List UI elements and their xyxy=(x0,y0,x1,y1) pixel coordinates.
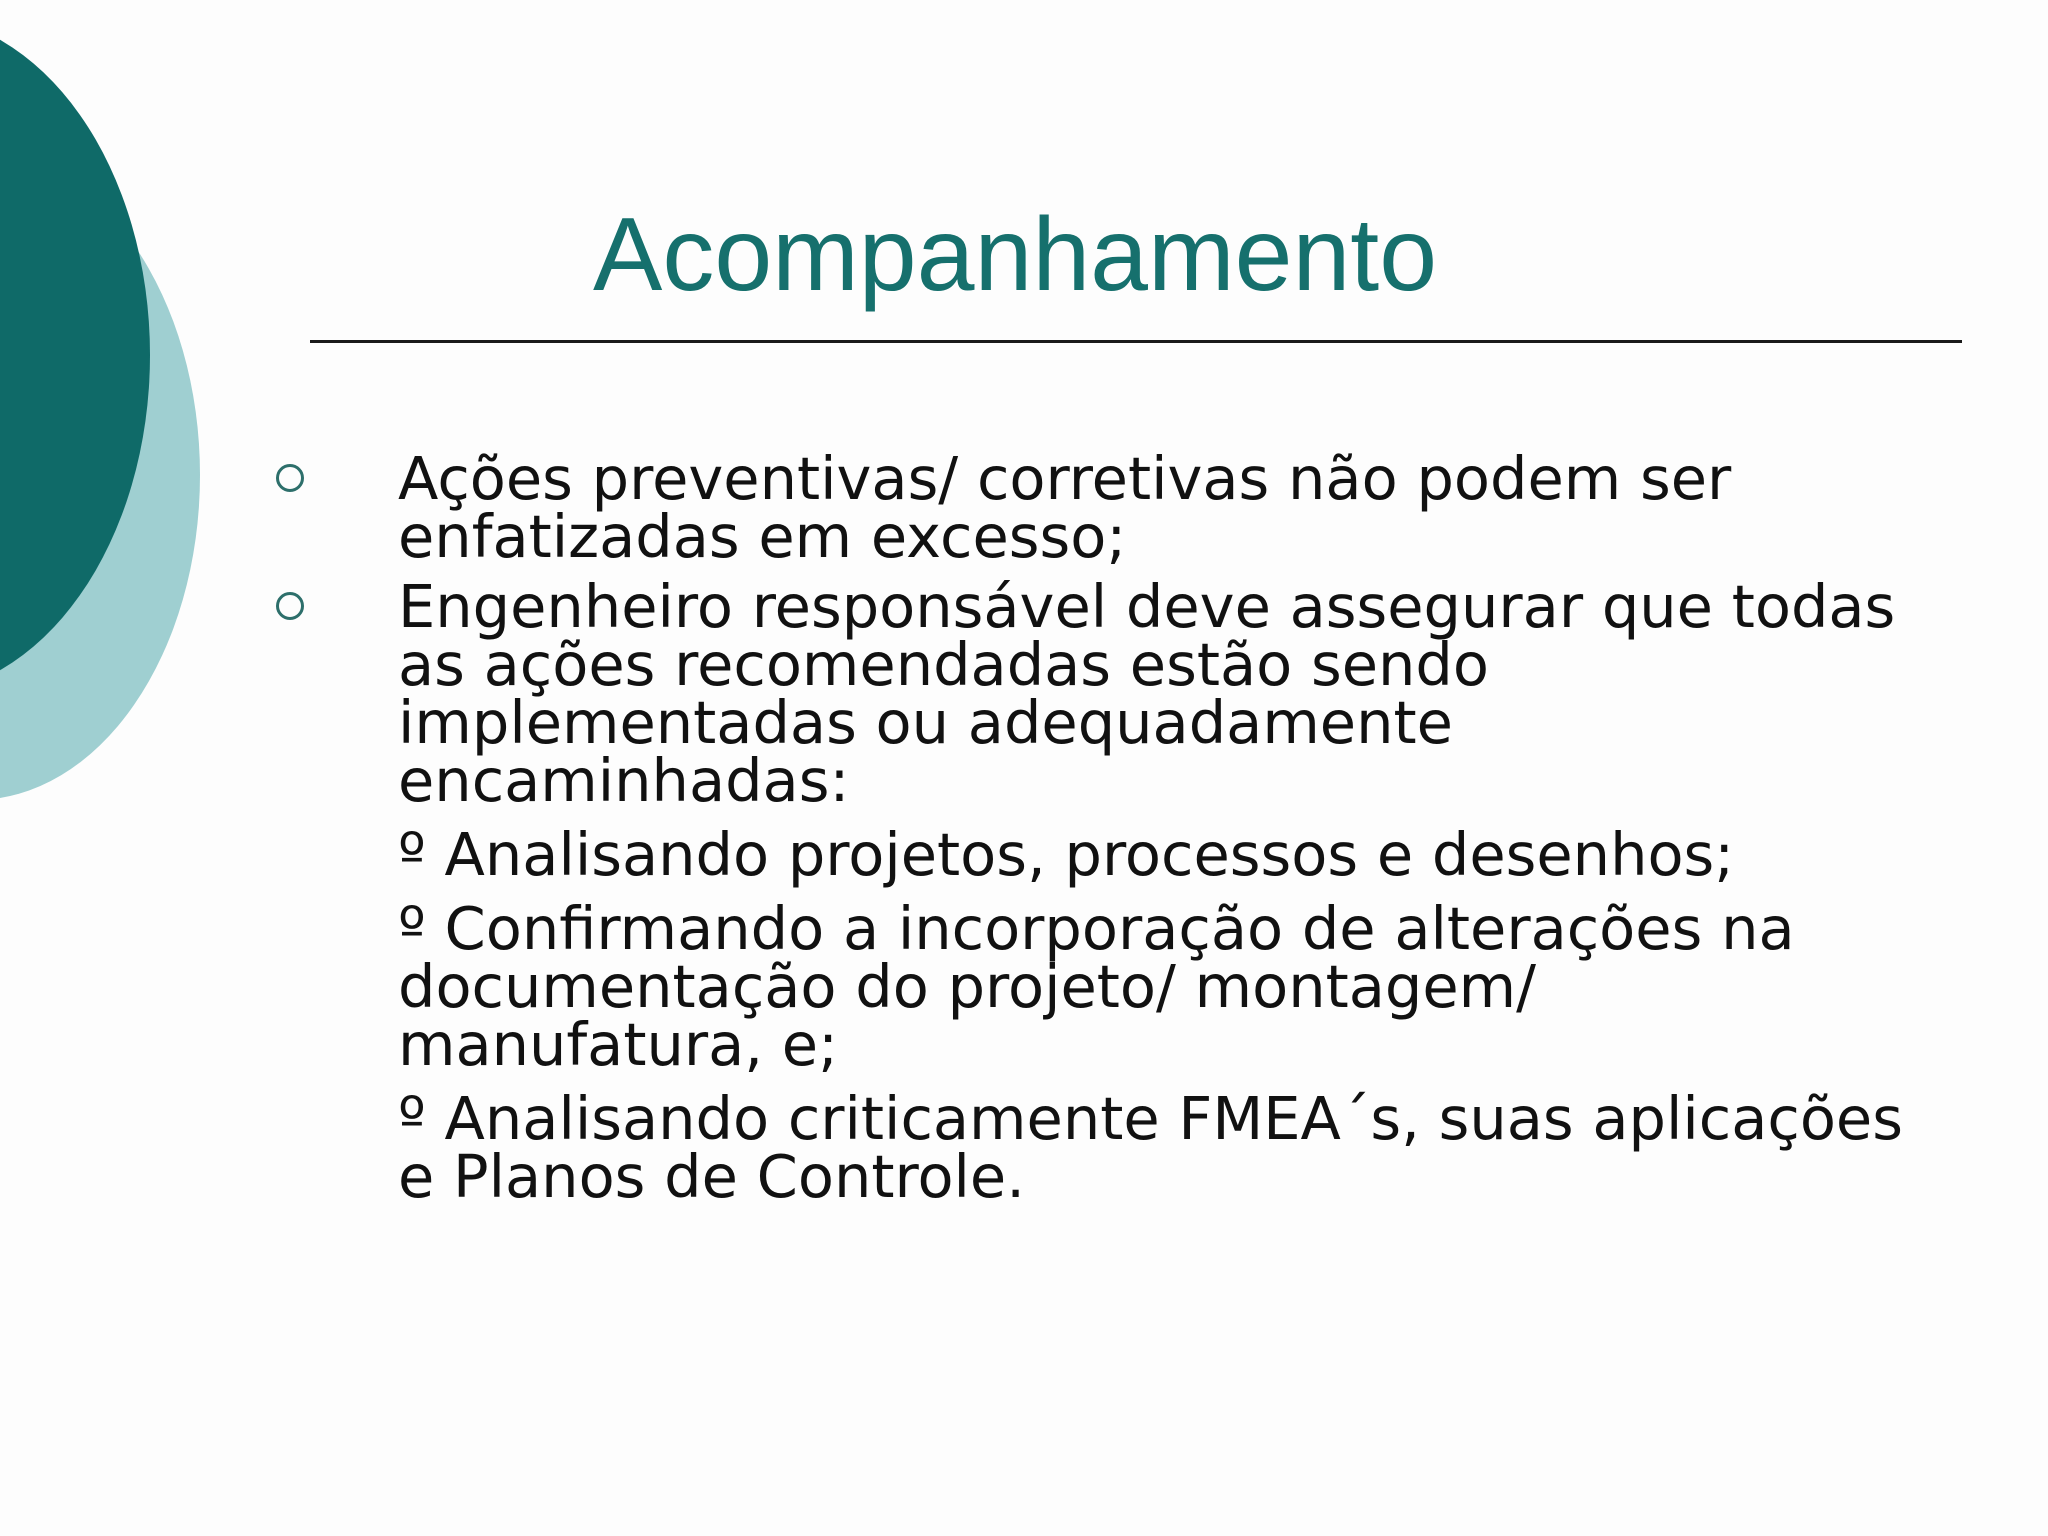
sub-item xyxy=(270,894,1910,1079)
bullet-item xyxy=(270,444,1910,571)
bullet-item xyxy=(270,572,1910,815)
title-divider xyxy=(310,340,1962,343)
sub-item-text: º Analisando criticamente FMEA´s, suas aplicações e Planos de Controle. xyxy=(398,1084,1903,1211)
sub-item-text: º Confirmando a incorporação de alterações na documentação do projeto/ montagem/ manufatura, e; xyxy=(398,894,1795,1079)
hollow-circle-bullet-icon xyxy=(276,464,304,492)
bullet-text: Ações preventivas/ corretivas não podem ser enfatizadas em excesso; xyxy=(398,444,1732,571)
sub-item xyxy=(270,1084,1910,1211)
slide-title-text: Acompanhamento xyxy=(592,197,1438,313)
sub-item-text: º Analisando projetos, processos e desenhos; xyxy=(398,820,1735,889)
sub-item xyxy=(270,820,1910,889)
slide-body xyxy=(270,444,1910,1211)
slide-title xyxy=(0,190,2048,320)
hollow-circle-bullet-icon xyxy=(276,592,304,620)
bullet-text: Engenheiro responsável deve assegurar que todas as ações recomendadas estão sendo implementadas ou adequadamente encaminhadas: xyxy=(398,572,1896,815)
